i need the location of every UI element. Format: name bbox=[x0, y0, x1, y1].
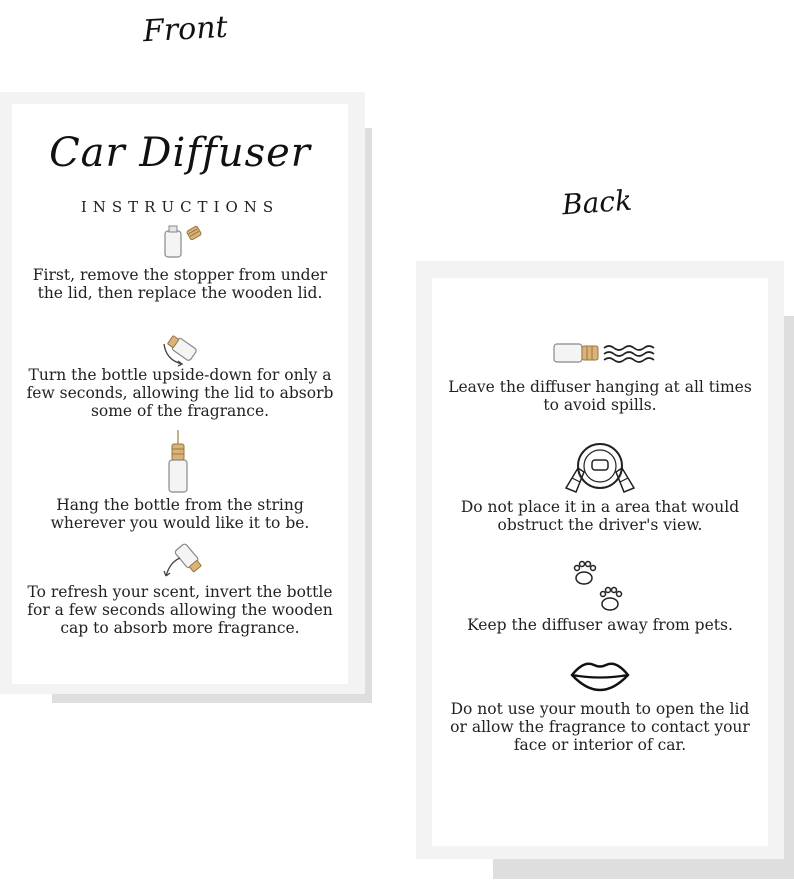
card-title: Car Diffuser bbox=[49, 130, 311, 176]
back-label: Back bbox=[560, 183, 633, 222]
lips-icon bbox=[570, 658, 630, 692]
card-subtitle: INSTRUCTIONS bbox=[80, 198, 280, 216]
back-tip-text: Do not use your mouth to open the lid or allow the fragrance to contact your face or interior of car. bbox=[450, 700, 750, 754]
front-step-text: Turn the bottle upside-down for only a few seconds, allowing the lid to absorb some of the fragrance. bbox=[26, 366, 334, 420]
back-tip-text: Do not place it in a area that would obstruct the driver's view. bbox=[460, 498, 740, 534]
front-step-text: Hang the bottle from the string wherever you would like it to be. bbox=[50, 496, 310, 532]
back-tip-text: Keep the diffuser away from pets. bbox=[467, 616, 733, 634]
front-card bbox=[12, 104, 348, 684]
steering-wheel-icon bbox=[562, 438, 638, 496]
tilted-bottle-icon bbox=[160, 332, 208, 368]
front-step-text: First, remove the stopper from under the lid, then replace the wooden lid. bbox=[32, 266, 328, 302]
paw-prints-icon bbox=[572, 558, 628, 616]
front-label: Front bbox=[142, 9, 229, 50]
bottle-waves-icon bbox=[552, 338, 660, 370]
back-tip-text: Leave the diffuser hanging at all times to avoid spills. bbox=[448, 378, 752, 414]
bottle-and-cap-icon bbox=[160, 222, 208, 262]
inverted-bottle-icon bbox=[160, 540, 208, 580]
hanging-bottle-icon bbox=[160, 430, 196, 496]
front-step-text: To refresh your scent, invert the bottle for a few seconds allowing the wooden cap to absorb more fragrance. bbox=[27, 583, 333, 637]
back-card bbox=[432, 278, 768, 846]
